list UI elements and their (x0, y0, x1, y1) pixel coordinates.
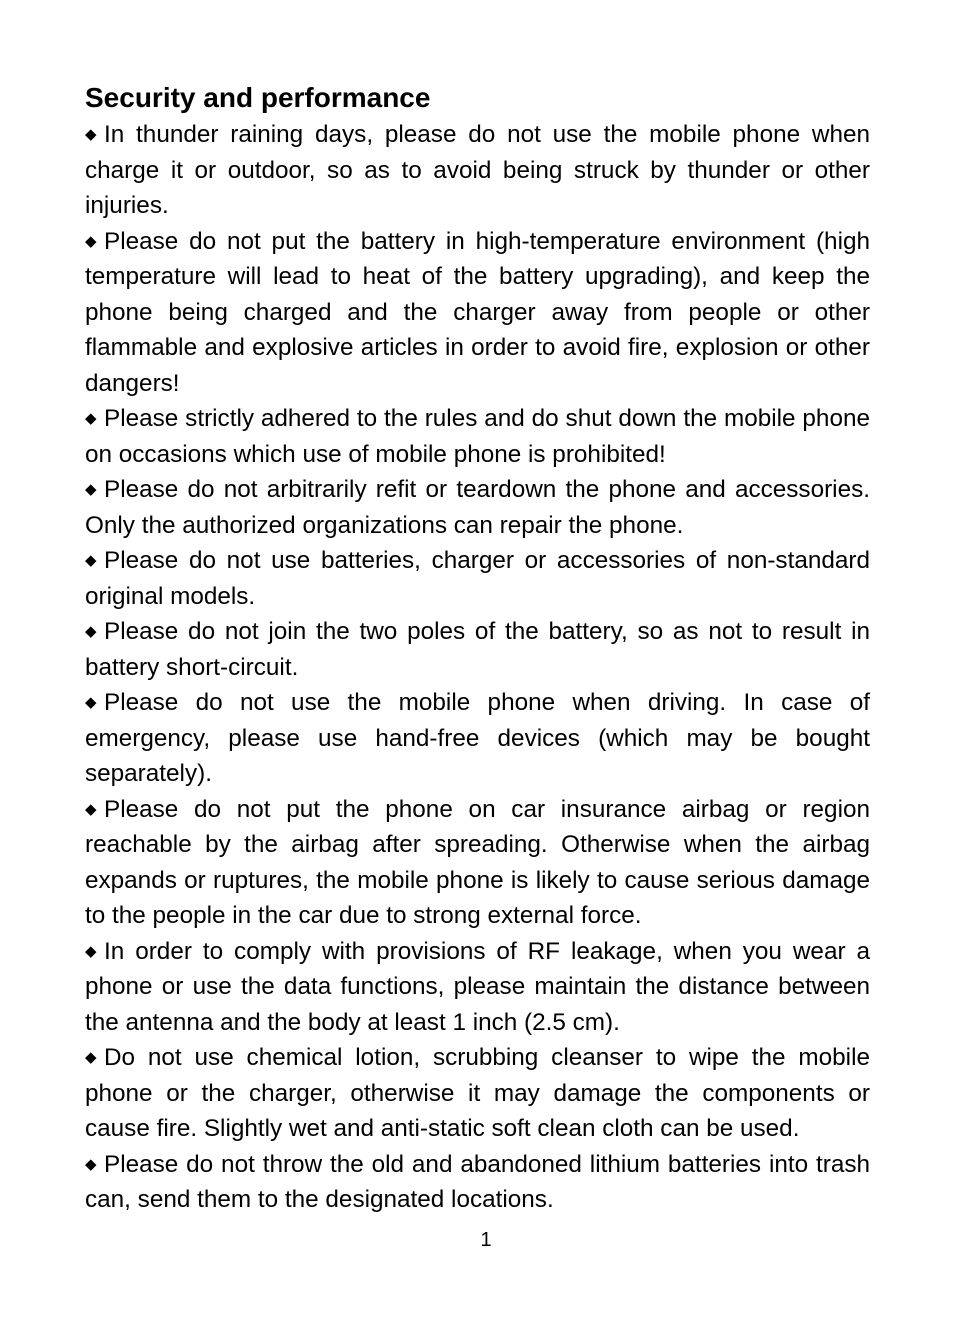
list-item (85, 1147, 870, 1218)
list-item (85, 117, 870, 224)
document-page (85, 80, 870, 1218)
page-title: Security and performance (85, 82, 431, 113)
diamond-bullet-icon: ◆ (85, 410, 97, 427)
list-item (85, 224, 870, 402)
list-item-text: Please strictly adhered to the rules and do shut down the mobile phone on occasions which use of mobile phone is prohibited! (85, 405, 870, 468)
list-item (85, 1040, 870, 1147)
list-item-text: Please do not throw the old and abandoned lithium batteries into trash can, send them to the designated locations. (85, 1150, 870, 1213)
list-item-text: Please do not use the mobile phone when driving. In case of emergency, please use hand-free devices (which may be bought separately). (85, 689, 870, 787)
list-item-text: In thunder raining days, please do not use the mobile phone when charge it or outdoor, so as to avoid being struck by thunder or other injuries. (85, 121, 870, 219)
list-item (85, 614, 870, 685)
list-item (85, 543, 870, 614)
list-item-text: Please do not arbitrarily refit or teardown the phone and accessories. Only the authorized organizations can repair the phone. (85, 476, 870, 539)
diamond-bullet-icon: ◆ (85, 694, 97, 711)
diamond-bullet-icon: ◆ (85, 942, 97, 960)
list-item (85, 685, 870, 792)
diamond-bullet-icon: ◆ (85, 1049, 97, 1066)
list-item-text: Please do not put the battery in high-temperature environment (high temperature will lead to heat of the battery upgrading), and keep the phone being charged and the charger away from people or other flammable and explosive articles in order to avoid fire, explosion or other dangers! (85, 227, 870, 397)
diamond-bullet-icon: ◆ (85, 623, 97, 640)
diamond-bullet-icon: ◆ (85, 126, 97, 143)
diamond-bullet-icon: ◆ (85, 232, 97, 250)
list-item (85, 472, 870, 543)
diamond-bullet-icon: ◆ (85, 1155, 97, 1173)
list-item (85, 934, 870, 1041)
safety-list (85, 117, 870, 1218)
list-item (85, 792, 870, 934)
list-item-text: Please do not put the phone on car insurance airbag or region reachable by the airbag after spreading. Otherwise when the airbag expands or ruptures, the mobile phone is likely to cause serious damage to the people in the car due to strong external force. (85, 795, 870, 929)
list-item-text: Do not use chemical lotion, scrubbing cleanser to wipe the mobile phone or the charger, otherwise it may damage the components or cause fire. Slightly wet and anti-static soft clean cloth can be used. (85, 1044, 870, 1142)
diamond-bullet-icon: ◆ (85, 552, 97, 569)
diamond-bullet-icon: ◆ (85, 481, 97, 498)
list-item-text: In order to comply with provisions of RF leakage, when you wear a phone or use the data functions, please maintain the distance between the antenna and the body at least 1 inch (2.5 cm). (85, 937, 870, 1036)
list-item-text: Please do not use batteries, charger or accessories of non-standard original models. (85, 547, 870, 610)
diamond-bullet-icon: ◆ (85, 800, 97, 818)
list-item (85, 401, 870, 472)
page-number: 1 (480, 1229, 492, 1251)
list-item-text: Please do not join the two poles of the battery, so as not to result in battery short-circuit. (85, 618, 870, 681)
